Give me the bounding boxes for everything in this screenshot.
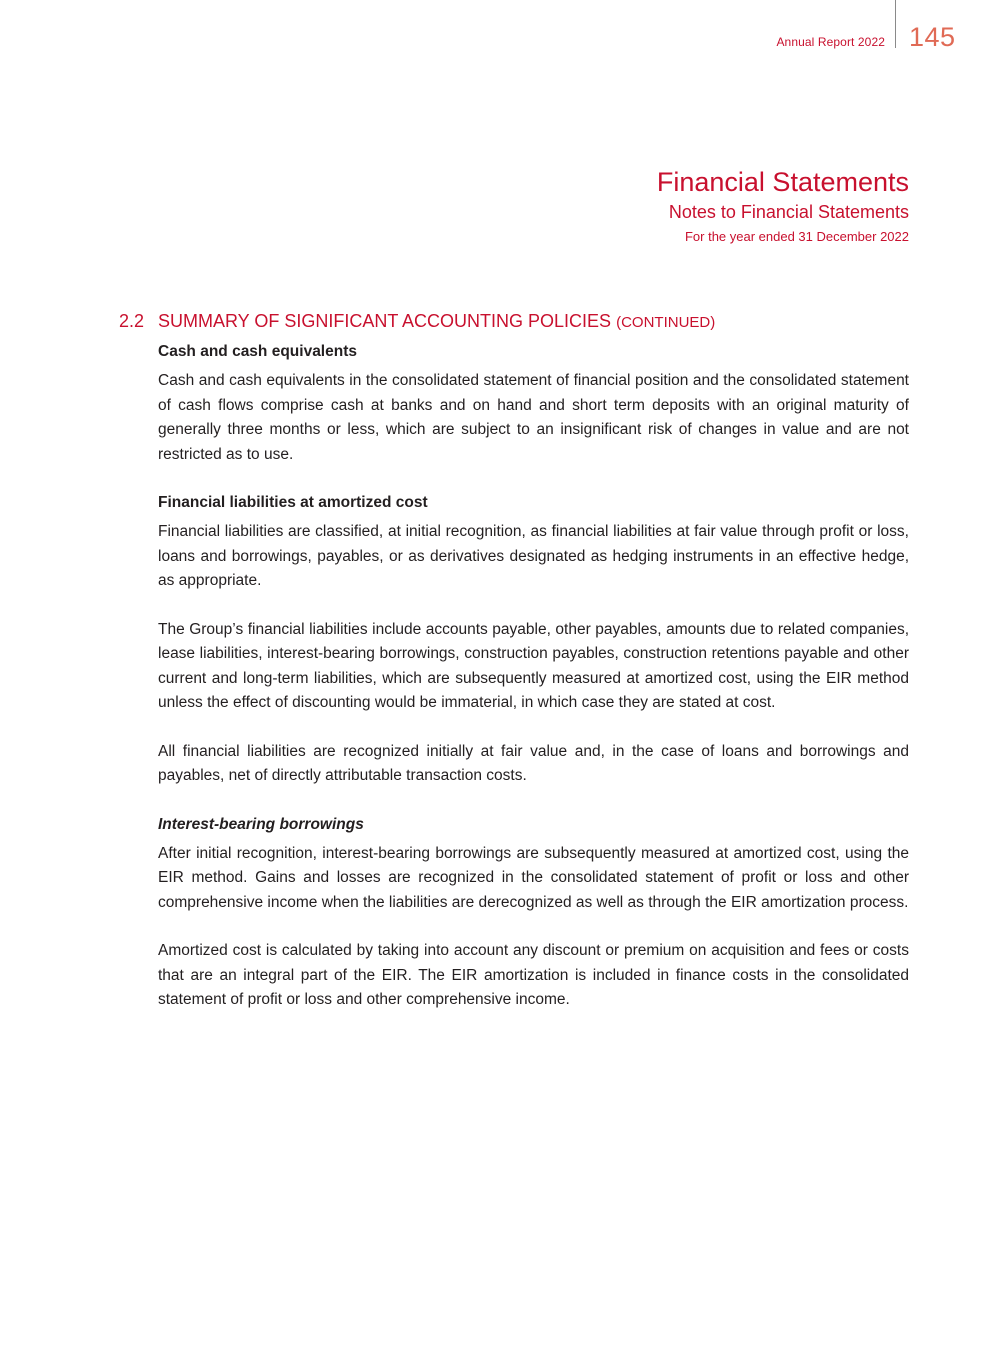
- cash-paragraph: Cash and cash equivalents in the consolidated statement of financial position and the consolidated statement of cash flows comprise cash at banks and on hand and short term deposits with an original maturity of generally three months or less, which are subject to an insignificant risk of changes in value and are not restricted as to use.: [158, 372, 909, 463]
- section-title: SUMMARY OF SIGNIFICANT ACCOUNTING POLICIES: [158, 311, 612, 331]
- section-continued: (CONTINUED): [616, 314, 716, 331]
- body-content: [158, 340, 909, 1037]
- borrowings-paragraph-2: Amortized cost is calculated by taking into account any discount or premium on acquisition and fees or costs that are an integral part of the EIR. The EIR amortization is included in finance costs in the consolidated statement of profit or loss and other comprehensive income.: [158, 942, 909, 1008]
- liabilities-paragraph-1: Financial liabilities are classified, at initial recognition, as financial liabilities at fair value through profit or loss, loans and borrowings, payables, or as derivatives designated as hedging instruments in an effective hedge, as appropriate.: [158, 523, 909, 589]
- liabilities-paragraph-3: All financial liabilities are recognized initially at fair value and, in the case of loans and borrowings and payables, net of directly attributable transaction costs.: [158, 742, 909, 784]
- liabilities-heading: Financial liabilities at amortized cost: [158, 494, 428, 511]
- page-title: Financial Statements: [656, 167, 909, 197]
- section-heading: [119, 311, 715, 332]
- liabilities-paragraph-2: The Group’s financial liabilities include accounts payable, other payables, amounts due to related companies, lease liabilities, interest-bearing borrowings, construction payables, construction retentions payable and other current and long-term liabilities, which are subsequently measured at amortized cost, using the EIR method unless the effect of discounting would be immaterial, in which case they are stated at cost.: [158, 620, 909, 711]
- header-divider: [895, 0, 896, 48]
- title-block: [657, 166, 909, 246]
- period-label: For the year ended 31 December 2022: [684, 229, 909, 244]
- header-report-label: Annual Report 2022: [776, 35, 885, 49]
- section-number: 2.2: [119, 311, 145, 331]
- borrowings-paragraph-1: After initial recognition, interest-bearing borrowings are subsequently measured at amortized cost, using the EIR method. Gains and losses are recognized in the consolidated statement of profit or loss and other comprehensive income when the liabilities are derecognized as well as through the EIR amortization process.: [158, 844, 909, 911]
- cash-heading: Cash and cash equivalents: [158, 343, 357, 360]
- page-number: 145: [909, 22, 956, 52]
- borrowings-heading: Interest-bearing borrowings: [158, 815, 364, 833]
- page-subtitle: Notes to Financial Statements: [668, 202, 909, 222]
